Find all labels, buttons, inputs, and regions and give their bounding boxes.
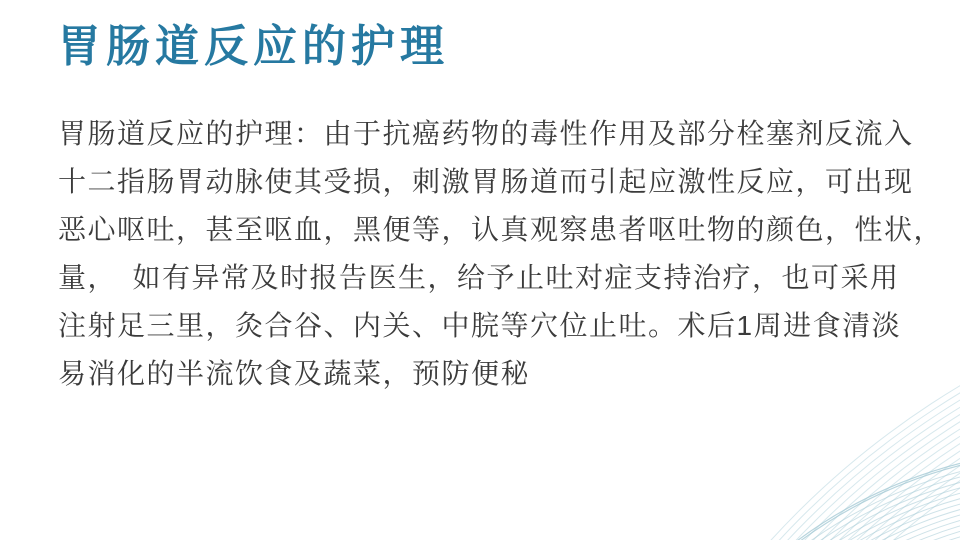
body-line: 恶心呕吐，甚至呕血，黑便等，认真观察患者呕吐物的颜色，性状， [58, 214, 944, 245]
body-line: 十二指肠胃动脉使其受损，刺激胃肠道而引起应激性反应，可出现 [58, 166, 914, 197]
slide-body-paragraph [58, 110, 944, 398]
body-line: 胃肠道反应的护理：由于抗癌药物的毒性作用及部分栓塞剂反流入 [58, 118, 914, 149]
body-line: 注射足三里，灸合谷、内关、中脘等穴位止吐。术后1周进食清淡 [58, 310, 902, 341]
body-line: 量， 如有异常及时报告医生，给予止吐对症支持治疗，也可采用 [58, 262, 900, 293]
body-line: 易消化的半流饮食及蔬菜，预防便秘 [58, 358, 531, 389]
slide-title: 胃肠道反应的护理 [57, 22, 449, 71]
